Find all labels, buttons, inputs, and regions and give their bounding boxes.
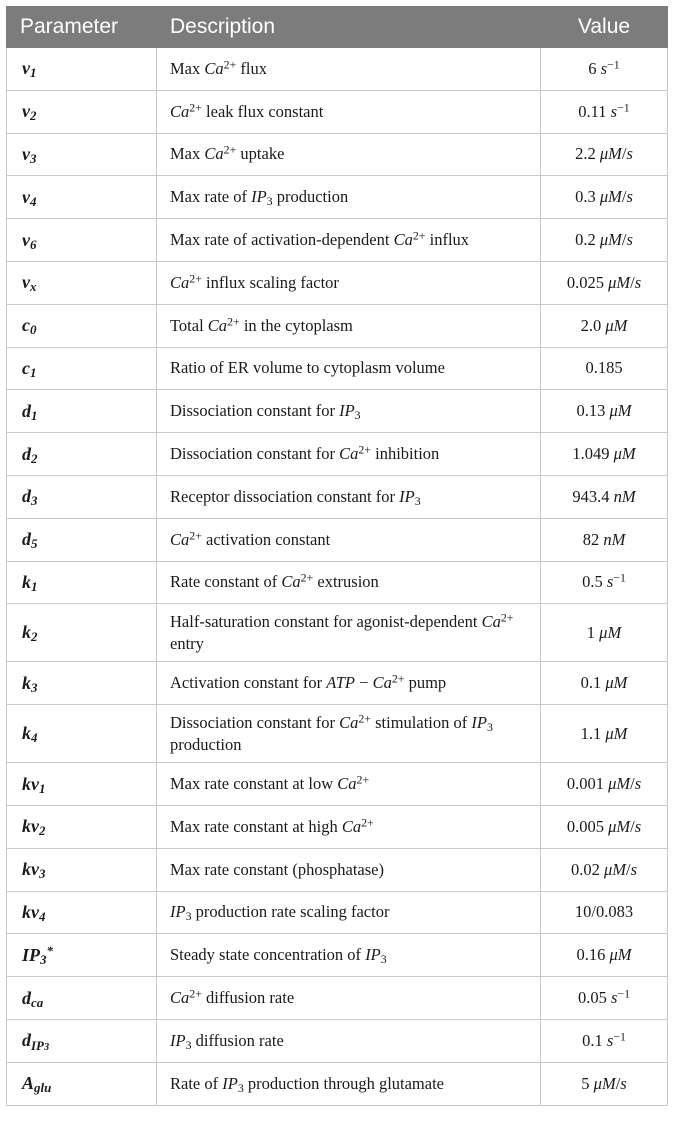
description-cell: Rate of $IP_3$ production through glutamate bbox=[157, 1062, 541, 1105]
parameter-cell: $d_2$ bbox=[7, 433, 157, 476]
table-row bbox=[7, 390, 668, 433]
value-cell: 0.5 $s^{-1}$ bbox=[541, 561, 668, 604]
parameter-cell: $d_5$ bbox=[7, 518, 157, 561]
description-cell: Max rate constant (phosphatase) bbox=[157, 848, 541, 891]
parameter-cell: $A_{glu}$ bbox=[7, 1062, 157, 1105]
parameter-cell: $k_1$ bbox=[7, 561, 157, 604]
description-cell: Dissociation constant for $Ca^{2+}$ stimulation of $IP_3$ production bbox=[157, 705, 541, 763]
parameter-cell: $v_6$ bbox=[7, 219, 157, 262]
parameter-cell: $d_3$ bbox=[7, 475, 157, 518]
value-cell: 0.13 μM bbox=[541, 390, 668, 433]
value-cell: 0.005 μM/s bbox=[541, 805, 668, 848]
table-row bbox=[7, 662, 668, 705]
description-cell: $IP_3$ production rate scaling factor bbox=[157, 891, 541, 934]
table-row bbox=[7, 518, 668, 561]
value-cell: 1.1 μM bbox=[541, 705, 668, 763]
parameter-cell: $v_2$ bbox=[7, 90, 157, 133]
description-cell: Dissociation constant for $IP_3$ bbox=[157, 390, 541, 433]
table-row bbox=[7, 1019, 668, 1062]
parameter-cell: $k_3$ bbox=[7, 662, 157, 705]
table-row bbox=[7, 176, 668, 219]
table-row bbox=[7, 304, 668, 347]
table-row bbox=[7, 347, 668, 390]
parameter-cell: $c_0$ bbox=[7, 304, 157, 347]
table-row bbox=[7, 561, 668, 604]
parameter-cell: $v_x$ bbox=[7, 261, 157, 304]
parameter-cell: $d_{IP3}$ bbox=[7, 1019, 157, 1062]
description-cell: Receptor dissociation constant for $IP_3$ bbox=[157, 475, 541, 518]
table-row bbox=[7, 805, 668, 848]
value-cell: 0.05 $s^{-1}$ bbox=[541, 977, 668, 1020]
description-cell: Ratio of ER volume to cytoplasm volume bbox=[157, 347, 541, 390]
parameter-cell: $d_1$ bbox=[7, 390, 157, 433]
value-cell: 2.2 μM/s bbox=[541, 133, 668, 176]
table-row bbox=[7, 90, 668, 133]
parameter-cell: $v_1$ bbox=[7, 48, 157, 91]
value-cell: 10/0.083 bbox=[541, 891, 668, 934]
value-cell: 5 μM/s bbox=[541, 1062, 668, 1105]
table-row bbox=[7, 763, 668, 806]
parameter-table bbox=[6, 6, 668, 1106]
table-header bbox=[7, 7, 668, 48]
header-row bbox=[7, 7, 668, 48]
header-parameter: Parameter bbox=[7, 7, 157, 48]
parameter-cell: $c_1$ bbox=[7, 347, 157, 390]
value-cell: 0.1 μM bbox=[541, 662, 668, 705]
description-cell: Max rate constant at low $Ca^{2+}$ bbox=[157, 763, 541, 806]
parameter-cell: $kv_2$ bbox=[7, 805, 157, 848]
table-row bbox=[7, 891, 668, 934]
value-cell: 2.0 μM bbox=[541, 304, 668, 347]
value-cell: 0.3 μM/s bbox=[541, 176, 668, 219]
description-cell: Half-saturation constant for agonist-dependent $Ca^{2+}$ entry bbox=[157, 604, 541, 662]
table-row bbox=[7, 219, 668, 262]
table-row bbox=[7, 133, 668, 176]
parameter-cell: $kv_4$ bbox=[7, 891, 157, 934]
description-cell: $Ca^{2+}$ influx scaling factor bbox=[157, 261, 541, 304]
table-row bbox=[7, 604, 668, 662]
value-cell: 82 nM bbox=[541, 518, 668, 561]
table-row bbox=[7, 48, 668, 91]
description-cell: Max rate of $IP_3$ production bbox=[157, 176, 541, 219]
description-cell: Max $Ca^{2+}$ uptake bbox=[157, 133, 541, 176]
description-cell: $Ca^{2+}$ leak flux constant bbox=[157, 90, 541, 133]
value-cell: 0.02 μM/s bbox=[541, 848, 668, 891]
value-cell: 0.025 μM/s bbox=[541, 261, 668, 304]
value-cell: 6 $s^{-1}$ bbox=[541, 48, 668, 91]
header-value: Value bbox=[541, 7, 668, 48]
value-cell: 1 μM bbox=[541, 604, 668, 662]
table-body bbox=[7, 48, 668, 1106]
description-cell: Max rate constant at high $Ca^{2+}$ bbox=[157, 805, 541, 848]
description-cell: Total $Ca^{2+}$ in the cytoplasm bbox=[157, 304, 541, 347]
parameter-cell: $d_{ca}$ bbox=[7, 977, 157, 1020]
table-row bbox=[7, 1062, 668, 1105]
parameter-cell: $v_4$ bbox=[7, 176, 157, 219]
value-cell: 0.185 bbox=[541, 347, 668, 390]
description-cell: Dissociation constant for $Ca^{2+}$ inhibition bbox=[157, 433, 541, 476]
parameter-cell: $kv_3$ bbox=[7, 848, 157, 891]
table-row bbox=[7, 934, 668, 977]
table-row bbox=[7, 977, 668, 1020]
value-cell: 943.4 nM bbox=[541, 475, 668, 518]
parameter-cell: $k_4$ bbox=[7, 705, 157, 763]
header-description: Description bbox=[157, 7, 541, 48]
description-cell: Max rate of activation-dependent $Ca^{2+}$ influx bbox=[157, 219, 541, 262]
table-row bbox=[7, 705, 668, 763]
parameter-cell: $k_2$ bbox=[7, 604, 157, 662]
value-cell: 1.049 μM bbox=[541, 433, 668, 476]
value-cell: 0.001 μM/s bbox=[541, 763, 668, 806]
value-cell: 0.1 $s^{-1}$ bbox=[541, 1019, 668, 1062]
description-cell: $Ca^{2+}$ diffusion rate bbox=[157, 977, 541, 1020]
table-row bbox=[7, 848, 668, 891]
description-cell: $Ca^{2+}$ activation constant bbox=[157, 518, 541, 561]
description-cell: Steady state concentration of $IP_3$ bbox=[157, 934, 541, 977]
parameter-cell: $kv_1$ bbox=[7, 763, 157, 806]
description-cell: Rate constant of $Ca^{2+}$ extrusion bbox=[157, 561, 541, 604]
table-row bbox=[7, 475, 668, 518]
value-cell: 0.11 $s^{-1}$ bbox=[541, 90, 668, 133]
table-row bbox=[7, 261, 668, 304]
parameter-cell: $v_3$ bbox=[7, 133, 157, 176]
description-cell: $IP_3$ diffusion rate bbox=[157, 1019, 541, 1062]
parameter-cell: $IP_3^*$ bbox=[7, 934, 157, 977]
description-cell: Activation constant for ATP − $Ca^{2+}$ pump bbox=[157, 662, 541, 705]
value-cell: 0.16 μM bbox=[541, 934, 668, 977]
table-row bbox=[7, 433, 668, 476]
value-cell: 0.2 μM/s bbox=[541, 219, 668, 262]
description-cell: Max $Ca^{2+}$ flux bbox=[157, 48, 541, 91]
